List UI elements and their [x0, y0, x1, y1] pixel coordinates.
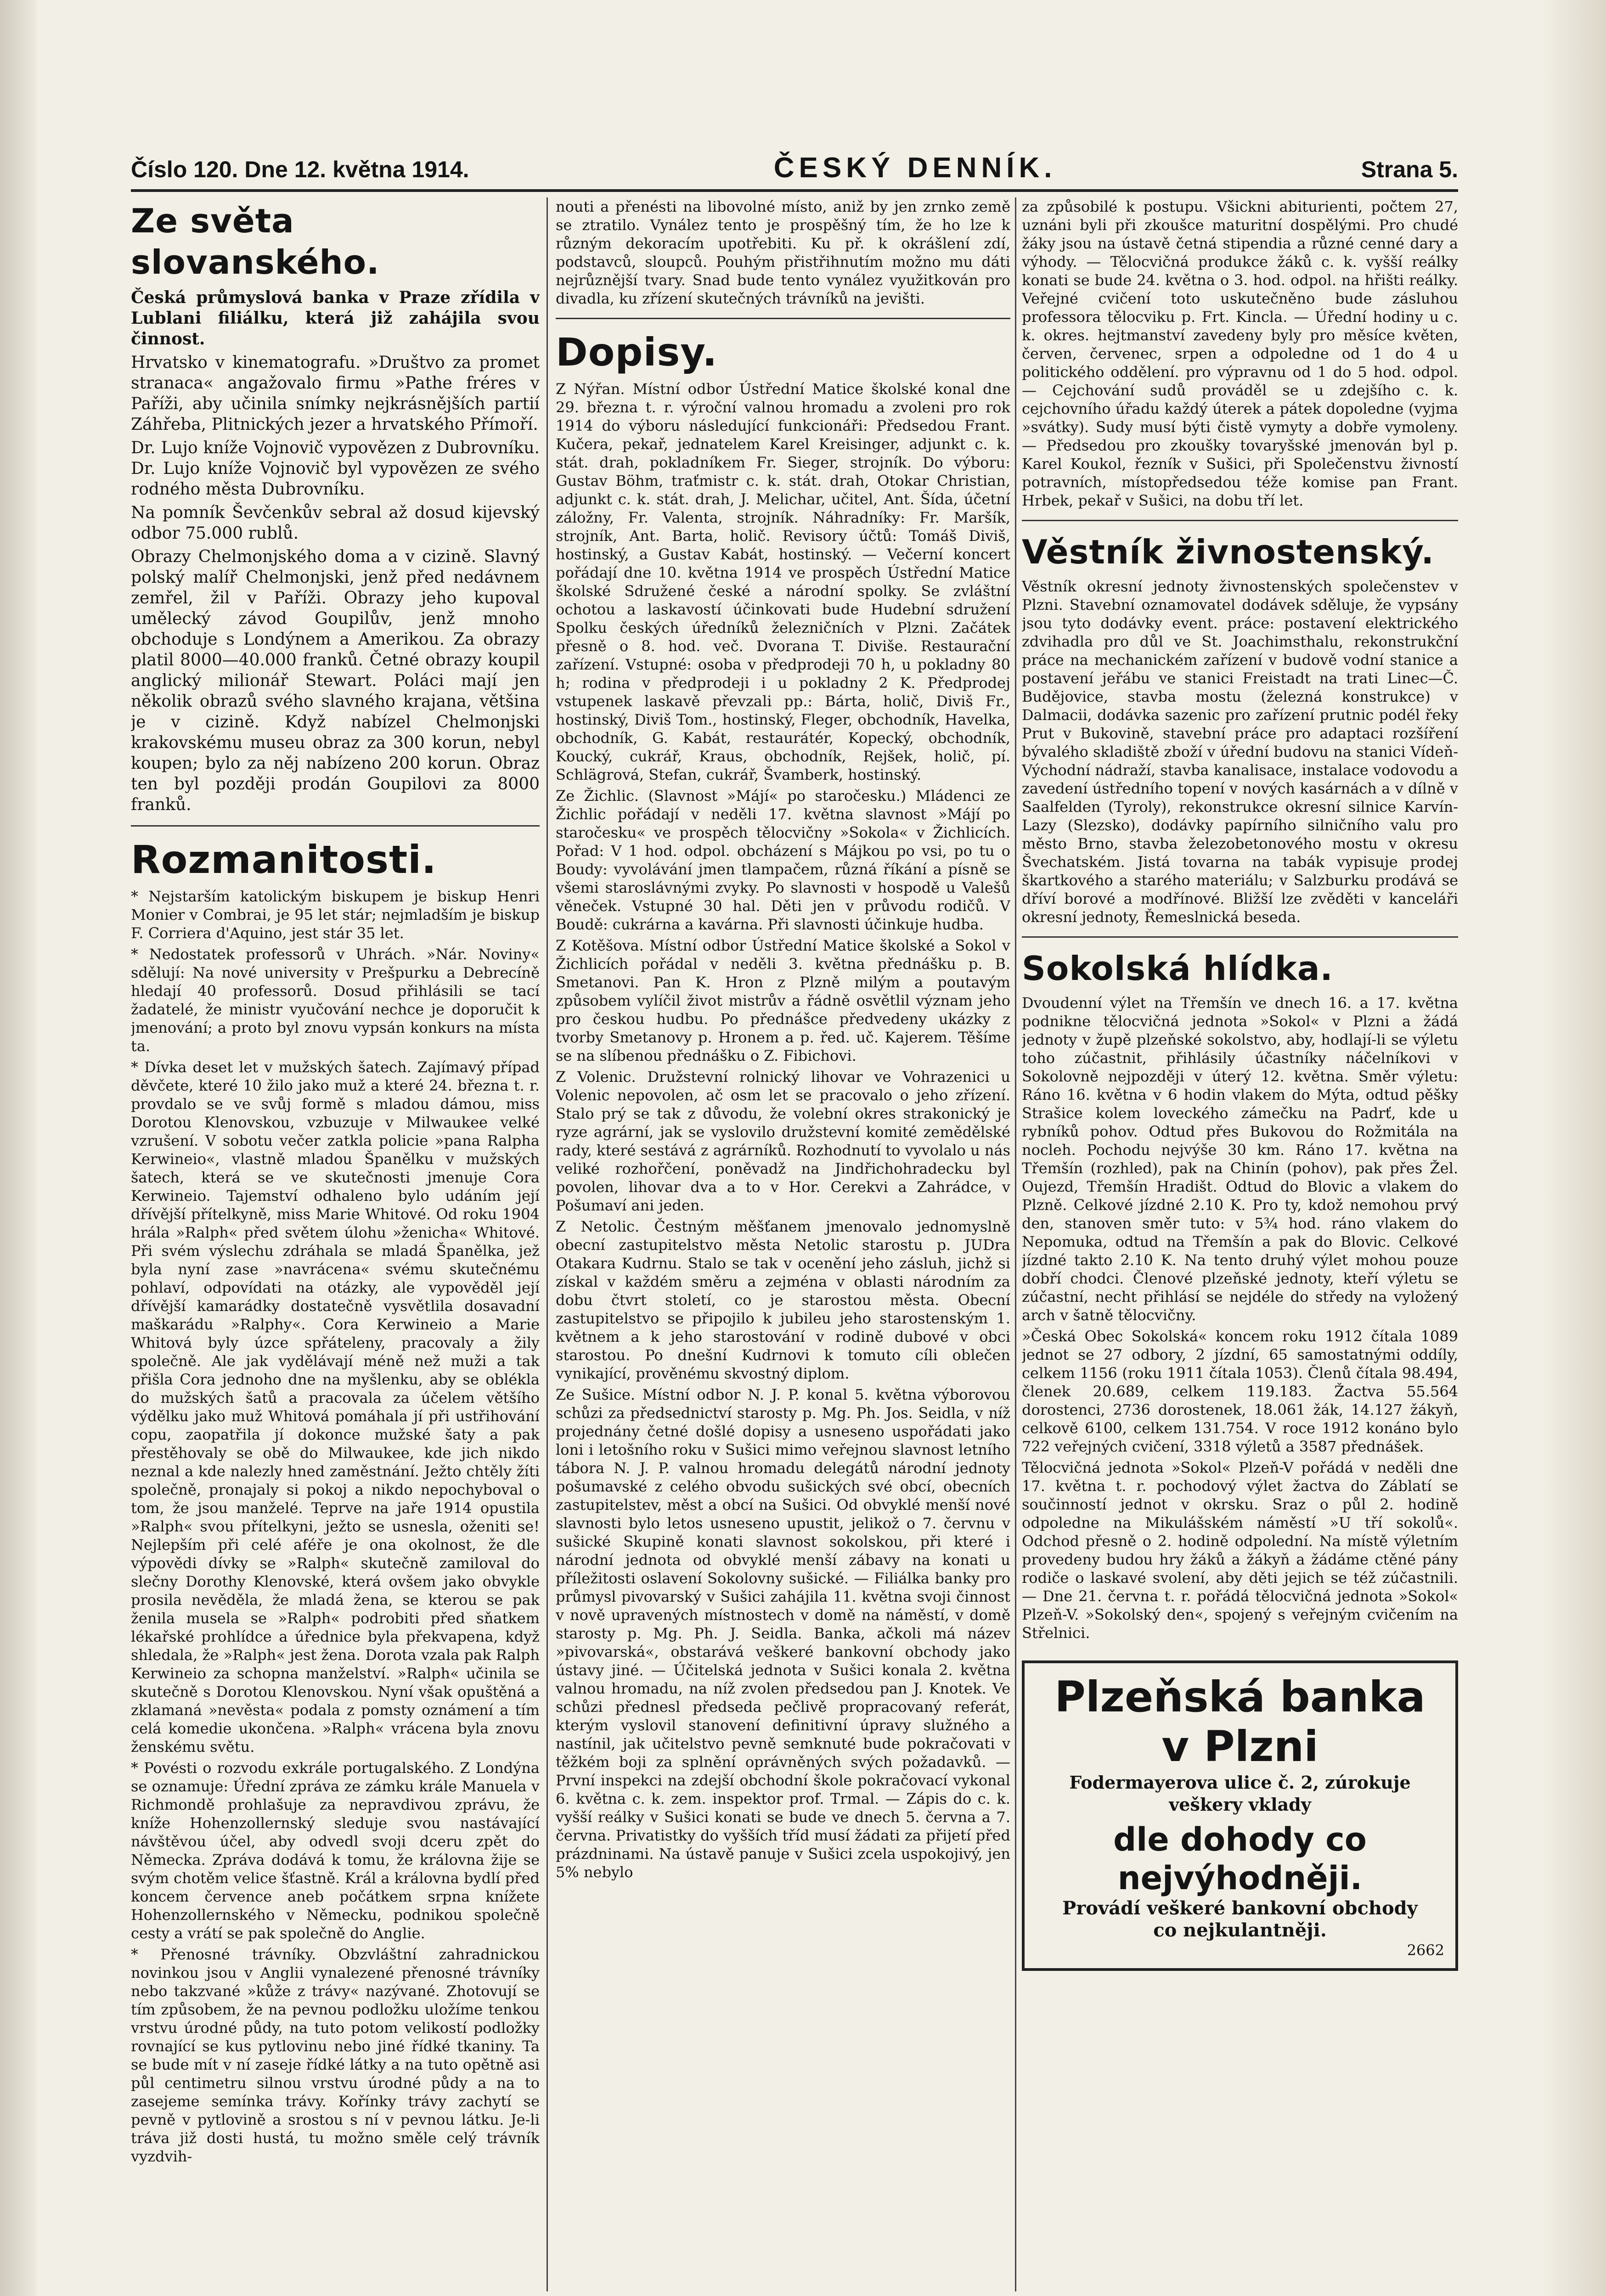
article-paragraph: Ze Sušice. Místní odbor N. J. P. konal 5. května výborovou schůzi za předsednictví starosty p. Mg. Ph. Jos. Seidla, v níž projednány četné došlé dopisy a usneseno uspořádati jako loni i letošního roku v Sušici mimo veřejnou slavnost letního tábora N. J. P. valnou hromadu delegátů národní jednoty pošumavské z celého obvodu sušických své obcí, obecních zastupitelstev, měst a obcí na Sušici. Od obvyklé menší nové slavnosti bylo letos usneseno upustit, jelikož o 7. červnu v sušické Skupině konati slavnost sokolskou, při které i národní jednota od obvyklé menší zábavy na konati u příležitosti oslavení Sokolovny sušické. — Filiálka banky pro průmysl pivovarský v Sušici zahájila 11. května svoji činnost v nově upravených místnostech v domě na náměstí, v domě starosty p. Mg. Ph. J. Seidla. Banka, ačkoli má název »pivovarská«, obstarává veškeré bankovní obchody jako ústavy jiné. — Účitelská jednota v Sušici konala 2. května valnou hromadu, na níž zvolen předsedou pan J. Knotek. Ve schůzi přednesl předseda pečlivě propracovaný referát, kterým vyslovil stanovení definitivní úpravy služného a nastínil, jak učitelstvo pevně semknuté bude pokračovati v těžkém boji za splnění oprávněných svých požadavků. — První inspekci na zdejší obchodní škole pokračovací vykonal 6. května c. k. zem. inspektor prof. Trmal. — Zápis do c. k. vyšší reálky v Sušici konati se bude ve dnech 5. června a 7. června. Privatistky do vyšších tříd musí žádati za přijetí před prázdninami. Na ústavě panuje v Sušici zcela uspokojivý, jen 5% nebylo — [556, 1386, 1010, 1881]
article-paragraph: Obrazy Chelmonjského doma a v cizině. Slavný polský malíř Chelmonjski, jenž před nedávnem zemřel, žil v Paříži. Obrazy jeho kupoval umělecký závod Goupilův, jenž mnoho obchoduje s Londýnem a Amerikou. Za obrazy platil 8000—40.000 franků. Četné obrazy koupil anglický milionář Stewart. Poláci mají jen několik obrazů svého slavného krajana, většina je v cizině. Když nabízel Chelmonjski krakovskému museu obraz za 300 korun, nebyl koupen; bylo za něj nabízeno 200 korun. Obraz ten byl později prodán Goupilovi za 8000 franků. — [131, 547, 540, 814]
ad-city: v Plzni — [1161, 1722, 1319, 1771]
bank-advertisement — [1022, 1660, 1458, 1971]
article-paragraph: Česká průmyslová banka v Praze zřídila v Lublani filiálku, která již zahájila svou činnost. — [131, 288, 540, 349]
article-paragraph: Ze Žichlic. (Slavnost »Májí« po staročesku.) Mládenci ze Žichlic pořádají v neděli 17. května slavnost »Májí po staročesku« ve prospěch tělocvičny »Sokola« v Žichlicích. Pořad: V 1 hod. odpol. obcházení s Májkou po vsi, po tu o Boudy: vyvolávání jmen tlampačem, různá říkání a písně se všemi staroslávnými zvyky. Po slavnosti v hospodě u Valešů věneček. Vstupné 30 hal. Děti jen v průvodu rodičů. V Boudě: cukrárna a kavárna. Při slavnosti účinkuje hudba. — [556, 787, 1010, 933]
column-divider-2 — [1015, 197, 1016, 2291]
article-paragraph: Věstník okresní jednoty živnostenských společenstev v Plzni. Stavební oznamovatel dodávek sděluje, že vypsány jsou tyto dodávky event. práce: postavení elektrického zdvihadla pro důl ve St. Joachimsthalu, rekonstrukční práce na mechanickém zařízení v budově vodní stanice a postavení jeřábu ve stanici Freistadt na trati Linec—Č. Budějovice, stavba mostu (železná konstrukce) v Dalmacii, dodávka sazenic pro zařízení prutnic podél řeky Prut v Bukovině, stavební práce pro adaptaci rozšíření bývalého skladiště zboží v úřední budovu na stanici Vídeň-Východní nádraží, stavba kanalisace, instalace vodovodu a zavedení ústředního topení v nových kasárnách a v dílně v Saalfelden (Tyroly), rekonstrukce okresní silnice Karvín-Lazy (Slezsko), dodávky papírního silničního valu pro město Brno, stavba železobetonového mostu v okresu Švechatském. Jistá tovarna na tabák vypisuje prodej škartkového a starého materiálu; v Salzburku prodává se dříví borové a modřínové. Bližší lze zvěděti v kanceláři okresní jednoty, Řemeslnická beseda. — [1022, 578, 1458, 926]
column-2 — [556, 197, 1010, 2291]
article-paragraph: Z Kotěšova. Místní odbor Ústřední Matice školské a Sokol v Žichlicích pořádal v neděli 3. května přednášku p. B. Smetanovi. Pan K. Hron z Plzně milým a poutavým způsobem vylíčil život mistrův a řádně osvětlil význam jeho pro českou hudbu. Po přednášce předvedeny ukázky z tvorby Smetanovy p. Hronem a p. řed. uč. Kajerem. Těšíme se na slíbenou přednášku o Z. Fibichovi. — [556, 937, 1010, 1064]
column-1 — [131, 197, 540, 2291]
column-3 — [1022, 197, 1458, 2291]
section-heading-sokol-watch: Sokolská hlídka. — [1022, 949, 1333, 988]
article-paragraph: Tělocvičná jednota »Sokol« Plzeň-V pořádá v neděli dne 17. května t. r. pochodový výlet žactva do Záblatí se součinností jednot v okrsku. Sraz o půl 2. hodině odpoledne na Mikulášském náměstí »U tří sokolů«. Odchod přesně o 2. hodině odpolední. Na místě výletním provedeny budou hry žáků a žákyň a žádáme ctěné pány rodiče o laskavé svolení, aby děti jejich se též zúčastnili. — Dne 21. června t. r. pořádá tělocvičná jednota »Sokol« Plzeň-V. »Sokolský den«, spojený s veřejným cvičením na Střelnici. — [1022, 1459, 1458, 1642]
article-paragraph: Na pomník Ševčenkův sebral až dosud kijevský odbor 75.000 rublů. — [131, 503, 540, 543]
header-rule — [131, 189, 1458, 192]
section-heading-slavic-world: Ze světa slovanského. — [131, 202, 380, 281]
ad-title: Plzeňská banka — [1054, 1672, 1426, 1722]
page-right-margin — [1542, 0, 1606, 2296]
newspaper-title: ČESKÝ DENNÍK. — [773, 152, 1057, 184]
ad-line: co nejkulantněji. — [1153, 1919, 1327, 1941]
page-left-shadow — [0, 0, 37, 2296]
section-heading-miscellany: Rozmanitosti. — [131, 837, 437, 882]
section-heading-letters: Dopisy. — [556, 330, 718, 375]
article-paragraph: za způsobilé k postupu. Všickni abiturienti, počtem 27, uznáni byli při zkoušce maturitní dospělými. Pro chudé žáky jsou na ústavě četná stipendia a různé cenné dary a výhody. — Tělocvičná produkce žáků c. k. vyšší reálky konati se bude 24. května o 3. hod. odpol. na hřišti reálky. Veřejné cvičení toto uskutečněno bude zásluhou professora tělocviku p. Frt. Kincla. — Úřední hodiny u c. k. okres. hejtmanství zavedeny byly pro měsíce květen, červen, červenec, srpen a odpoledne od 1 do 4 u politického oddělení. pro výpravnu od 1 do 5 hod. odpol. — Cejchování sudů prováděl se u zdejšího c. k. cejchovního úřadu každý úterek a pátek dopoledne (vyjma »svátky). Sudy musí býti čistě vymyty a dobře vymoleny. — Předsedou pro zkoušky tovaryšské jmenován byl p. Karel Koukol, řezník v Sušici, při Společenstvu živností potravních, místopředsedou téže komise pan Frant. Hrbek, pekař v Sušici, na dobu tří let. — [1022, 198, 1458, 509]
article-paragraph: Z Nýřan. Místní odbor Ústřední Matice školské konal dne 29. března t. r. výroční valnou hromadu a zvoleni pro rok 1914 do výboru následující funkcionáři: Předsedou Frant. Kučera, pekař, jednatelem Karel Kreisinger, adjunkt c. k. stát. drah, pokladníkem Fr. Sieger, strojník. Do výboru: Gustav Böhm, traťmistr c. k. stát. drah, Otokar Christian, adjunkt c. k. stát. drah, J. Melichar, učitel, Ant. Šída, účetní záložny, Fr. Valenta, strojník. Náhradníky: Fr. Maršík, strojník, Ant. Barta, holič. Revisory účtů: Tomáš Diviš, hostinský, a Gustav Kabát, hostinský. — Večerní koncert pořádají dne 10. května 1914 ve prospěch Ústřední Matice školské Sdružené české a národní spolky. Se zvláštní ochotou a laskavostí účinkovati bude Hudební sdružení Spolku českých úředníků železničních v Plzni. Začátek přesně o 8. hod. več. Dvorana T. Diviše. Restaurační zařízení. Vstupné: osoba v předprodeji 70 h, u pokladny 80 h; rodina v předprodeji i u pokladny 2 K. Předprodej vstupenek laskavě převzali pp.: Bárta, holič, Diviš Fr., hostinský, Diviš Tom., hostinský, Fleger, obchodník, Havelka, obchodník, G. Kabát, restaurátér, Kopecký, obchodník, Koucký, cukrář, Kraus, obchodník, Rejšek, holič, pí. Schlägrová, Stefan, cukrář, Švamberk, hostinský. — [556, 380, 1010, 783]
section-rule — [131, 825, 540, 827]
article-paragraph: Z Volenic. Družstevní rolnický lihovar ve Vohrazenici u Volenic nepovolen, ač osm let se pracovalo o jeho zřízení. Stalo prý se tak z důvodu, že volební okres strakonický je ryze agrární, jak se vyslovilo družstevní komité zemědělské rady, které sestává z agrárníků. Rozhodnutí to vyvolalo u nás veliké rozhořčení, poněvadž na Jindřichohradecku byl povolen, lihovar dva a to v Hor. Cerekvi a Zahrádce, v Pošumaví ani jeden. — [556, 1068, 1010, 1214]
page-header — [131, 152, 1458, 188]
article-paragraph: Dr. Lujo kníže Vojnovič vypovězen z Dubrovníku. Dr. Lujo kníže Vojnovič byl vypovězen ze svého rodného města Dubrovníku. — [131, 439, 540, 499]
article-paragraph: * Dívka deset let v mužských šatech. Zajímavý případ děvčete, které 10 žilo jako muž a které 24. března t. r. provdalo se ve svůj formě s mladou dámou, miss Dorotou Klenovskou, vzbuzuje v Milwaukee velké vzrušení. V sobotu večer zatkla policie »pana Ralpha Kerwineio«, vlastně mladou Španělku v mužských šatech, která se ve skutečnosti jmenuje Cora Kerwineio. Tajemství odhaleno bylo udáním její dřívější přítelkyně, miss Marie Whitové. Od roku 1904 hrála »Ralph« před světem úlohu »ženicha« Whitové. Při svém výslechu zdráhala se mladá Španělka, jež byla nyní zase »navrácena« svému skutečnému pohlaví, odpovídati na otázky, ale vypověděl její dřívější kamarádky dostatečně vysvětlila dosavadní maškarádu »Ralphy«. Cora Kerwineio a Marie Whitová byly úzce spřáteleny, pracovaly a žily společně. Ale jak vydělávají méně než muži a tak přišla Cora jednoho dne na myšlenku, aby se oblékla do mužských šatů a pracovala za účelem většího výdělku jako muž Whitová pomáhala jí při ustřihování copu, zaopatřila jí dokonce mužské šaty a pak přestěhovaly se obě do Milwaukee, kde jich nikdo neznal a kde nalezly hned zaměstnání. Ježto chtěly žíti společně, pronajaly si pokoj a nikdo nepochyboval o tom, že jsou manželé. Teprve na jaře 1914 opustila »Ralph« svou přítelkyni, ježto se usnesla, oženiti se! Nejlepším při celé aféře je ona okolnost, že dle výpovědi dívky se »Ralph« skutečně zamiloval do slečny Dorothy Klenovské, která ovšem jako obvykle prosila nevěděla, že mladá žena, se kterou se pak ženila musela se »Ralph« podrobiti před sňatkem lékařské prohlídce a úřednice byla překvapena, když shledala, že »Ralph« jest žena. Dorota vzala pak Ralph Kerwineio za schopna manželství. »Ralph« učinila se skutečně s Dorotou Klenovskou. Nyní však opuštěná a zklamaná »nevěsta« podala z pomsty oznámení a tím celá komedie ukončena. »Ralph« vrácena byla znovu ženskému světu. — [131, 1058, 540, 1756]
article-paragraph: »Česká Obec Sokolská« koncem roku 1912 čítala 1089 jednot se 27 odbory, 2 jízdní, 65 samostatnými oddíly, celkem 1156 (roku 1911 čítala 1053). Členů čítala 98.494, členek 20.689, celkem 119.183. Žactva 55.564 dorostenci, 2736 dorostenek, 18.061 žák, 14.127 žákyň, celkově 6100, celkem 131.754. V roce 1912 konáno bylo 722 veřejných cvičení, 3318 výletů a 3587 přednášek. — [1022, 1328, 1458, 1455]
article-paragraph: * Nedostatek professorů v Uhrách. »Nár. Noviny« sdělují: Na nové university v Prešpurku a Debrecíně hledají 40 professorů. Dosud přihlásili se tací žadatelé, že ministr vyučování nechce je doporučit k jmenování; a proto byl znovu vypsán konkurs na místa ta. — [131, 945, 540, 1055]
column-divider-1 — [547, 197, 548, 2291]
section-rule — [556, 318, 1010, 319]
page-number: Strana 5. — [1361, 157, 1458, 182]
section-heading-trade-bulletin: Věstník živnostenský. — [1022, 533, 1434, 571]
ad-deposits: veškery vklady — [1169, 1794, 1311, 1815]
ad-slogan: dle dohody co nejvýhodněji. — [1113, 1821, 1367, 1897]
article-paragraph: Z Netolic. Čestným měšťanem jmenovalo jednomyslně obecní zastupitelstvo města Netolic starostu p. JUDra Otakara Kudrnu. Stalo se tak v ocenění jeho zásluh, jichž si získal v každém směru a zejména v oblasti národním za dobu čtvrt století, co je starostou města. Obecní zastupitelstvo se připojilo k jubileu jeho starostenským 1. květnem a k jeho starostování v rodině dubové v obci starostou. Po dnešní Kudrnovi k tomuto cíli oblečen vynikající, prověnému skvostný diplom. — [556, 1218, 1010, 1382]
article-paragraph: * Nejstarším katolickým biskupem je biskup Henri Monier v Combrai, je 95 let stár; nejmladším je biskup F. Corriera d'Aquino, jest stár 35 let. — [131, 888, 540, 942]
ad-number: 2662 — [1407, 1941, 1444, 1959]
article-paragraph: Hrvatsko v kinematografu. »Društvo za promet stranaca« angažovalo firmu »Pathe fréres v Paříži, aby učinila snímky nejkrásnějších partií Záhřeba, Plitnických jezer a hrvatského Přímoří. — [131, 353, 540, 434]
article-paragraph: nouti a přenésti na libovolné místo, aniž by jen zrnko země se ztratilo. Vynález tento je prospěšný tím, že ho lze k různým dekoracím upotřebiti. Ku př. k okrášlení zdí, podstavců, sloupců. Pouhým přistřihnutím možno mu dáti nejrůznější tvary. Snad bude tento vynález využitkován pro divadla, ku zřízení skutečných trávníků na jevišti. — [556, 198, 1010, 307]
issue-date: Číslo 120. Dne 12. května 1914. — [131, 157, 469, 182]
section-rule — [1022, 936, 1458, 938]
ad-line: Provádí veškeré bankovní obchody — [1062, 1897, 1418, 1919]
article-paragraph: Dvoudenní výlet na Třemšín ve dnech 16. a 17. května podnikne tělocvičná jednota »Sokol« v Plzni a žádá jednoty v župě plzeňské sokolstvo, aby, hodlají-li se výletu toho zúčastnit, přihlásily účastníky náčelníkovi v Sokolovně nejpozději v úterý 12. května. Směr výletu: Ráno 16. května v 6 hodin vlakem do Mýta, odtud pěšky Strašice kolem loveckého zámečku na Padrť, kde u rybníků pohov. Odtud přes Bukovou do Rožmitála na nocleh. Pochodu nejvýše 30 km. Ráno 17. května na Třemšín (rozhled), pak na Chinín (pohov), pak přes Žel. Oujezd, Třemšín Hradišt. Odtud do Blovic a vlakem do Plzně. Celkové jízdné 2.10 K. Pro ty, kdož nemohou prvý den, stanoven směr tuto: v 5¾ hod. ráno vlakem do Nepomuka, odtud na Třemšín a pak do Blovic. Celkové jízdné takto 2.10 K. Na tento druhý výlet mohou pouze dobří chodci. Členové plzeňské jednoty, kteří výletu se zúčastní, necht přihlásí se nejdéle do středy na vyložený arch v šatně tělocvičny. — [1022, 994, 1458, 1324]
article-paragraph: * Přenosné trávníky. Obzvláštní zahradnickou novinkou jsou v Anglii vynalezené přenosné trávníky nebo takzvané »kůže z trávy« nazývané. Zhotovují se tím způsobem, že na pevnou podložku uložíme tenkou vrstvu úrodné půdy, na tuto potom velikostí podložky rovnající se kus pytlovinu nebo jiné řídké tkaniny. Ta se bude mít v ní zaseje řídké látky a na tuto opětně asi půl centimetru silnou vrstvu úrodné půdy a na to zasejeme semínka trávy. Kořínky trávy zachytí se pevně v pytlovině a srostou s ní v pevnou látku. Je-li tráva již dosti hustá, tu možno směle celý trávník vyzdvih- — [131, 1946, 540, 2165]
section-rule — [1022, 520, 1458, 521]
ad-address: Fodermayerova ulice č. 2, zúrokuje — [1069, 1772, 1411, 1793]
article-paragraph: * Povésti o rozvodu exkrále portugalského. Z Londýna se oznamuje: Úřední zpráva ze zámku krále Manuela v Richmondě prohlašuje za nepravdivou zprávu, že kníže Hohenzollernský sleduje svou nastávající návštěvou účel, aby odvedl svoji dceru zpět do Německa. Zpráva dodává k tomu, že královna žije se svým chotěm velice šťastně. Král a královna bydlí před koncem července aneb počátkem srpna knížete Hohenzollernského v Německu, podnikou společně cesty a vrátí se pak společně do Anglie. — [131, 1759, 540, 1942]
